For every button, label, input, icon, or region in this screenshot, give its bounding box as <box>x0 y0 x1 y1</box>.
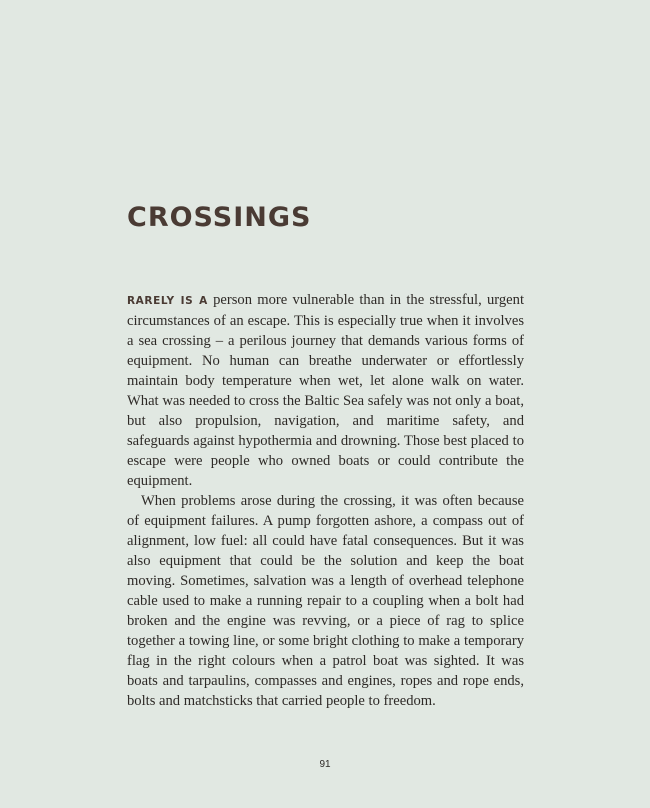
paragraph-1 <box>127 290 524 491</box>
lead-in-small-caps: RARELY IS A <box>127 295 208 307</box>
body-text <box>127 290 524 711</box>
paragraph-1-text: person more vulnerable than in the stressful, urgent circumstances of an escape. This is especially true when it involves a sea crossing – a perilous journey that demands various forms of equipment. No human can breathe underwater or effortlessly maintain body temperature when wet, let alone walk on water. What was needed to cross the Baltic Sea safely was not only a boat, but also propulsion, navigation, and maritime safety, and safeguards against hypothermia and drowning. Those best placed to escape were people who owned boats or could contribute the equipment. <box>127 292 524 489</box>
chapter-title: CROSSINGS <box>127 202 312 233</box>
paragraph-2: When problems arose during the crossing, it was often because of equipment failures. A pump forgotten ashore, a compass out of alignment, low fuel: all could have fatal consequences. But it was also equipment that could be the solution and keep the boat moving. Sometimes, salvation was a length of overhead telephone cable used to make a running repair to a coupling when a bolt had broken and the engine was revving, or a piece of rag to splice together a towing line, or some bright clothing to make a temporary flag in the right colours when a patrol boat was sighted. It was boats and tarpaulins, compasses and engines, ropes and rope ends, bolts and matchsticks that carried people to freedom. <box>127 493 524 709</box>
page-number: 91 <box>319 759 331 770</box>
